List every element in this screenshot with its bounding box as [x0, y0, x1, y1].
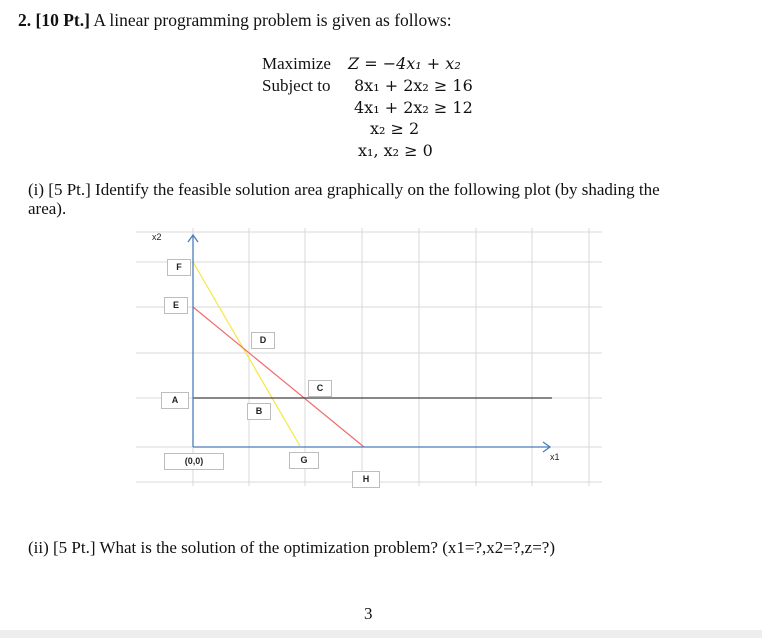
part-i-line2: area).	[28, 199, 67, 218]
question-number: 2.	[18, 10, 32, 30]
plot-canvas	[136, 220, 606, 492]
page-number: 3	[364, 604, 373, 623]
point-label-F: F	[167, 259, 191, 276]
point-label-G: G	[289, 452, 319, 469]
point-label-B: B	[247, 403, 271, 420]
constraint-1: 8x₁ + 2x₂ ≥ 16	[354, 76, 473, 95]
point-label-origin: (0,0)	[164, 453, 224, 470]
constraint-3: x₂ ≥ 2	[370, 119, 420, 138]
x-axis-label: x1	[550, 452, 560, 462]
feasible-region-plot	[136, 220, 606, 492]
point-label-D: D	[251, 332, 275, 349]
maximize-label: Maximize	[262, 54, 331, 73]
objective-function: Z = −4x₁ + x₂	[348, 54, 461, 73]
page-bottom-edge	[0, 630, 762, 638]
y-axis-label: x2	[152, 232, 162, 242]
part-i-line1: (i) [5 Pt.] Identify the feasible solution area graphically on the following plot (by shading the	[28, 180, 660, 199]
question-points: [10 Pt.]	[35, 10, 90, 30]
point-label-A: A	[161, 392, 189, 409]
constraint-2: 4x₁ + 2x₂ ≥ 12	[354, 98, 473, 117]
question-text: A linear programming problem is given as follows:	[93, 10, 452, 30]
question-header	[18, 10, 452, 31]
constraint-nonneg: x₁, x₂ ≥ 0	[358, 141, 433, 160]
constraint-line-2	[193, 307, 364, 447]
point-label-C: C	[308, 380, 332, 397]
part-ii-text: (ii) [5 Pt.] What is the solution of the optimization problem? (x1=?,x2=?,z=?)	[28, 538, 555, 557]
point-label-E: E	[164, 297, 188, 314]
point-label-H: H	[352, 471, 380, 488]
subject-to-label: Subject to	[262, 76, 331, 95]
